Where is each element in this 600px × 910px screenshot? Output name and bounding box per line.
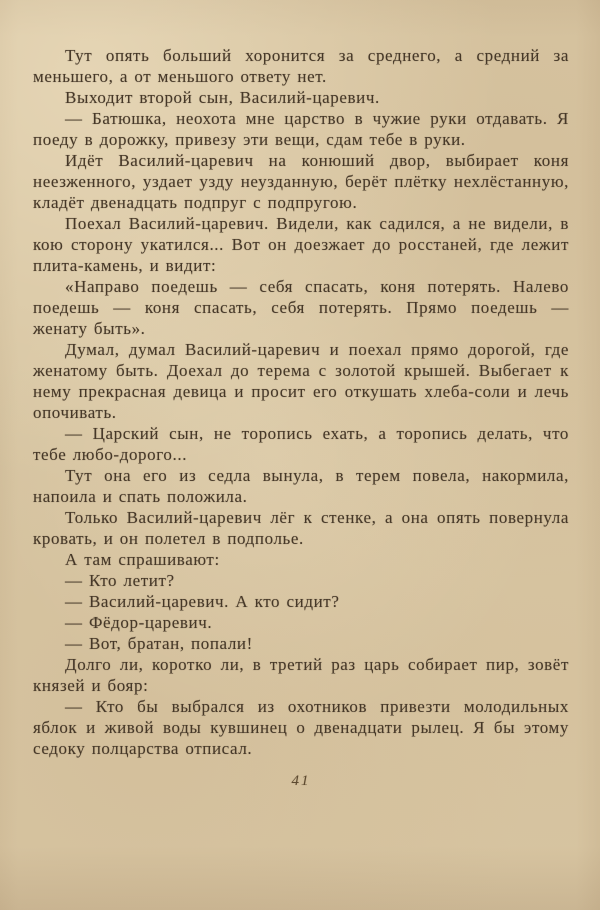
paragraph: Только Василий-царевич лёг к стенке, а она опять повернула кровать, и он полетел в подполье. — [33, 508, 569, 548]
page-number: 41 — [291, 773, 311, 789]
paragraph: Поехал Василий-царевич. Видели, как садился, а не видели, в кою сторону укатился... Вот он доезжает до росстаней, где лежит плита-камень, и видит: — [33, 214, 569, 275]
page-text — [33, 45, 569, 759]
paragraph: Тут опять больший хоронится за среднего, а средний за меньшего, а от меньшого ответу нет. — [33, 46, 569, 86]
paragraph: — Вот, братан, попали! — [65, 634, 253, 653]
paragraph: — Василий-царевич. А кто сидит? — [65, 592, 340, 611]
paragraph: — Фёдор-царевич. — [65, 613, 213, 632]
paragraph: Тут она его из седла вынула, в терем повела, накормила, напоила и спать положила. — [33, 466, 569, 506]
paragraph: — Царский сын, не торопись ехать, а торопись делать, что тебе любо-дорого... — [33, 424, 569, 464]
paragraph: — Батюшка, неохота мне царство в чужие руки отдавать. Я поеду в дорожку, привезу эти вещи, сдам тебе в руки. — [33, 109, 569, 149]
paragraph: Выходит второй сын, Василий-царевич. — [65, 88, 380, 107]
paragraph: Идёт Василий-царевич на конюший двор, выбирает коня неезженного, уздает узду неузданную, берёт плётку нехлёстанную, кладёт двенадцать подпруг с подпругою. — [33, 151, 569, 212]
paragraph: «Направо поедешь — себя спасать, коня потерять. Налево поедешь — коня спасать, себя потерять. Прямо поедешь — женату быть». — [33, 277, 569, 338]
paragraph: Думал, думал Василий-царевич и поехал прямо дорогой, где женатому быть. Доехал до терема с золотой крышей. Выбегает к нему прекрасная девица и просит его откушать хлеба-соли и лечь опочивать. — [33, 340, 569, 422]
paragraph: А там спрашивают: — [65, 550, 220, 569]
paragraph: Долго ли, коротко ли, в третий раз царь собирает пир, зовёт князей и бояр: — [33, 655, 569, 695]
paragraph: — Кто бы выбрался из охотников привезти молодильных яблок и живой воды кувшинец о двенадцати рылец. Я бы этому седоку полцарства отписал. — [33, 697, 569, 758]
paragraph: — Кто летит? — [65, 571, 175, 590]
